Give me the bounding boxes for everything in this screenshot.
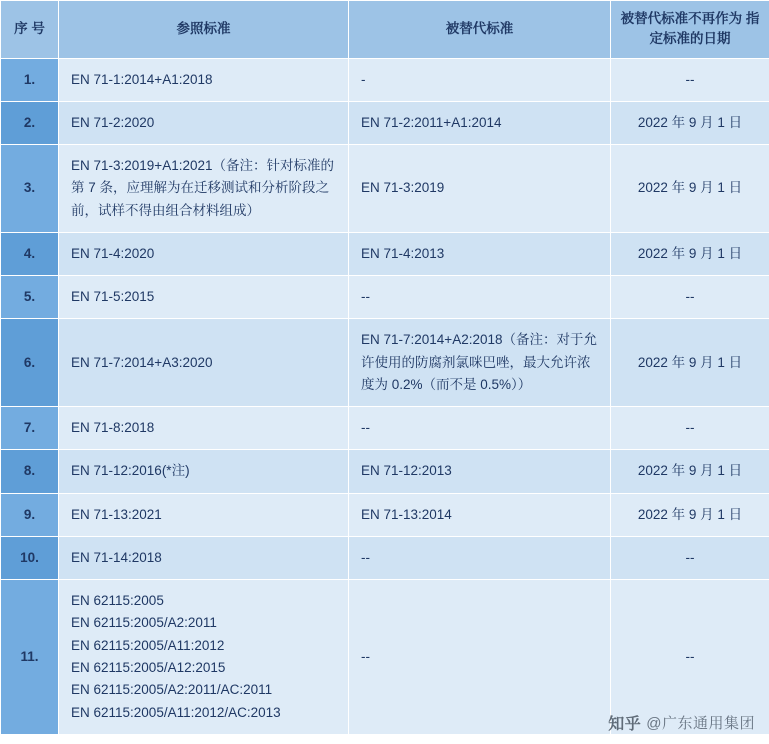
column-header-date-line2: 指定标准的日期 xyxy=(649,11,760,47)
row-index: 5. xyxy=(1,276,59,319)
row-superseded: -- xyxy=(349,276,611,319)
row-index: 8. xyxy=(1,450,59,493)
row-date: 2022 年 9 月 1 日 xyxy=(611,319,769,407)
reference-line: EN 62115:2005/A2:2011 xyxy=(71,615,217,631)
column-header-date-line1: 被替代标准不再作为 xyxy=(620,11,743,26)
row-superseded: EN 71-12:2013 xyxy=(349,450,611,493)
table-row xyxy=(1,232,769,275)
row-date: 2022 年 9 月 1 日 xyxy=(611,145,769,233)
watermark xyxy=(608,711,755,734)
table-row xyxy=(1,58,769,101)
row-reference: EN 71-3:2019+A1:2021（备注：针对标准的第 7 条，应理解为在迁移测试和分析阶段之前，试样不得由组合材料组成） xyxy=(59,145,349,233)
row-superseded: EN 71-3:2019 xyxy=(349,145,611,233)
row-index: 9. xyxy=(1,493,59,536)
table-row xyxy=(1,319,769,407)
row-reference: EN 71-7:2014+A3:2020 xyxy=(59,319,349,407)
row-superseded: EN 71-2:2011+A1:2014 xyxy=(349,101,611,144)
column-header-superseded: 被替代标准 xyxy=(349,1,611,59)
row-date: 2022 年 9 月 1 日 xyxy=(611,450,769,493)
reference-line: EN 62115:2005/A11:2012/AC:2013 xyxy=(71,704,281,720)
row-reference: EN 71-2:2020 xyxy=(59,101,349,144)
table-row xyxy=(1,276,769,319)
row-reference: EN 71-8:2018 xyxy=(59,407,349,450)
row-superseded: -- xyxy=(349,536,611,579)
row-index: 6. xyxy=(1,319,59,407)
table-row xyxy=(1,101,769,144)
row-reference: EN 71-13:2021 xyxy=(59,493,349,536)
row-reference: EN 71-5:2015 xyxy=(59,276,349,319)
row-superseded: EN 71-13:2014 xyxy=(349,493,611,536)
row-date: -- xyxy=(611,580,769,735)
column-header-index: 序 号 xyxy=(1,1,59,59)
row-superseded: EN 71-7:2014+A2:2018（备注：对于允许使用的防腐剂氯咪巴唑，最大允许浓度为 0.2%（而不是 0.5%）） xyxy=(349,319,611,407)
row-index: 1. xyxy=(1,58,59,101)
table-header-row xyxy=(1,1,769,59)
column-header-reference: 参照标准 xyxy=(59,1,349,59)
row-date: -- xyxy=(611,407,769,450)
row-superseded: -- xyxy=(349,407,611,450)
row-reference: EN 71-1:2014+A1:2018 xyxy=(59,58,349,101)
row-reference: EN 71-12:2016(*注) xyxy=(59,450,349,493)
row-superseded: - xyxy=(349,58,611,101)
row-index: 4. xyxy=(1,232,59,275)
reference-line: EN 62115:2005 xyxy=(71,593,164,609)
reference-line: EN 62115:2005/A12:2015 xyxy=(71,660,226,676)
row-superseded: EN 71-4:2013 xyxy=(349,232,611,275)
reference-line: EN 62115:2005/A2:2011/AC:2011 xyxy=(71,682,273,698)
row-index: 11. xyxy=(1,580,59,735)
row-date: -- xyxy=(611,276,769,319)
row-reference: EN 71-14:2018 xyxy=(59,536,349,579)
column-header-date xyxy=(611,1,769,59)
row-date: -- xyxy=(611,58,769,101)
table-row xyxy=(1,407,769,450)
table-row xyxy=(1,145,769,233)
row-index: 2. xyxy=(1,101,59,144)
watermark-text: @广东通用集团 xyxy=(646,715,755,732)
row-superseded: -- xyxy=(349,580,611,735)
row-index: 7. xyxy=(1,407,59,450)
row-date: 2022 年 9 月 1 日 xyxy=(611,232,769,275)
row-index: 3. xyxy=(1,145,59,233)
table-row xyxy=(1,493,769,536)
row-index: 10. xyxy=(1,536,59,579)
table-row xyxy=(1,536,769,579)
row-reference xyxy=(59,580,349,735)
table-row xyxy=(1,450,769,493)
row-date: 2022 年 9 月 1 日 xyxy=(611,493,769,536)
row-date: 2022 年 9 月 1 日 xyxy=(611,101,769,144)
reference-line: EN 62115:2005/A11:2012 xyxy=(71,637,225,653)
row-reference: EN 71-4:2020 xyxy=(59,232,349,275)
zhihu-logo: 知乎 xyxy=(608,716,642,733)
row-date: -- xyxy=(611,536,769,579)
